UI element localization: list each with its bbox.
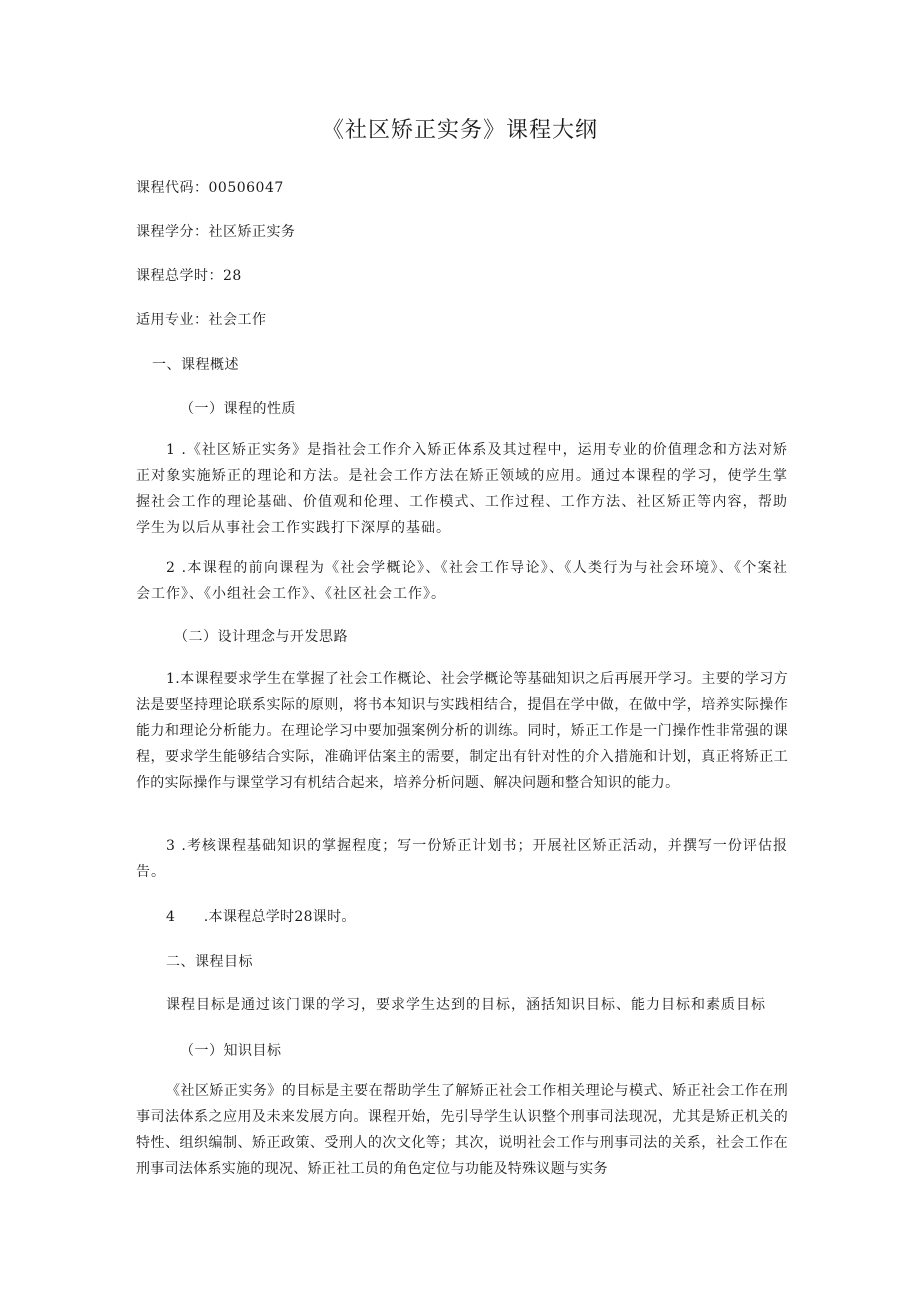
course-major: 适用专业：社会工作	[136, 312, 267, 328]
document-title: 《社区矫正实务》课程大纲	[321, 118, 598, 143]
section-2-intro: 课程目标是通过该门课的学习，要求学生达到的目标，涵括知识目标、能力目标和素质目标	[166, 997, 766, 1013]
section-1-1-heading: （一）课程的性质	[180, 401, 296, 417]
section-1-heading: 一、课程概述	[152, 357, 239, 373]
section-1-2-paragraph-4: 4 .本课程总学时28课时。	[166, 909, 356, 925]
section-2-1-paragraph-1: 《社区矫正实务》的目标是主要在帮助学生了解矫正社会工作相关理论与模式、矫正社会工作在刑事司法体系之应用及未来发展方向。课程开始，先引导学生认识整个刑事司法现况，尤其是矫正机关的特性、组织编制、矫正政策、受刑人的次文化等；其次，说明社会工作与刑事司法的关系，社会工作在刑事司法体系实施的现况、矫正社工员的角色定位与功能及特殊议题与实务	[136, 1083, 788, 1177]
course-code: 课程代码：00506047	[136, 180, 284, 196]
section-1-2-heading: （二）设计理念与开发思路	[174, 629, 348, 645]
course-hours: 课程总学时：28	[136, 268, 242, 284]
section-1-2-paragraph-3: 3 .考核课程基础知识的掌握程度；写一份矫正计划书；开展社区矫正活动，并撰写一份评估报告。	[136, 838, 788, 880]
section-2-heading: 二、课程目标	[166, 954, 253, 970]
section-1-2-paragraph-1: 1.本课程要求学生在掌握了社会工作概论、社会学概论等基础知识之后再展开学习。主要的学习方法是要坚持理论联系实际的原则，将书本知识与实践相结合，提倡在学中做，在做中学，培养实际操作能力和理论分析能力。在理论学习中要加强案例分析的训练。同时，矫正工作是一门操作性非常强的课程，要求学生能够结合实际，准确评估案主的需要，制定出有针对性的介入措施和计划，真正将矫正工作的实际操作与课堂学习有机结合起来，培养分析问题、解决问题和整合知识的能力。	[136, 671, 788, 791]
section-2-1-heading: （一）知识目标	[180, 1043, 282, 1059]
course-credit: 课程学分：社区矫正实务	[136, 224, 296, 240]
section-1-1-paragraph-1: 1 .《社区矫正实务》是指社会工作介入矫正体系及其过程中，运用专业的价值理念和方法对矫正对象实施矫正的理论和方法。是社会工作方法在矫正领域的应用。通过本课程的学习，使学生掌握社会工作的理论基础、价值观和伦理、工作模式、工作过程、工作方法、社区矫正等内容，帮助学生为以后从事社会工作实践打下深厚的基础。	[136, 442, 788, 536]
section-1-1-paragraph-2: 2 .本课程的前向课程为《社会学概论》、《社会工作导论》、《人类行为与社会环境》、《个案社会工作》、《小组社会工作》、《社区社会工作》。	[136, 560, 788, 602]
